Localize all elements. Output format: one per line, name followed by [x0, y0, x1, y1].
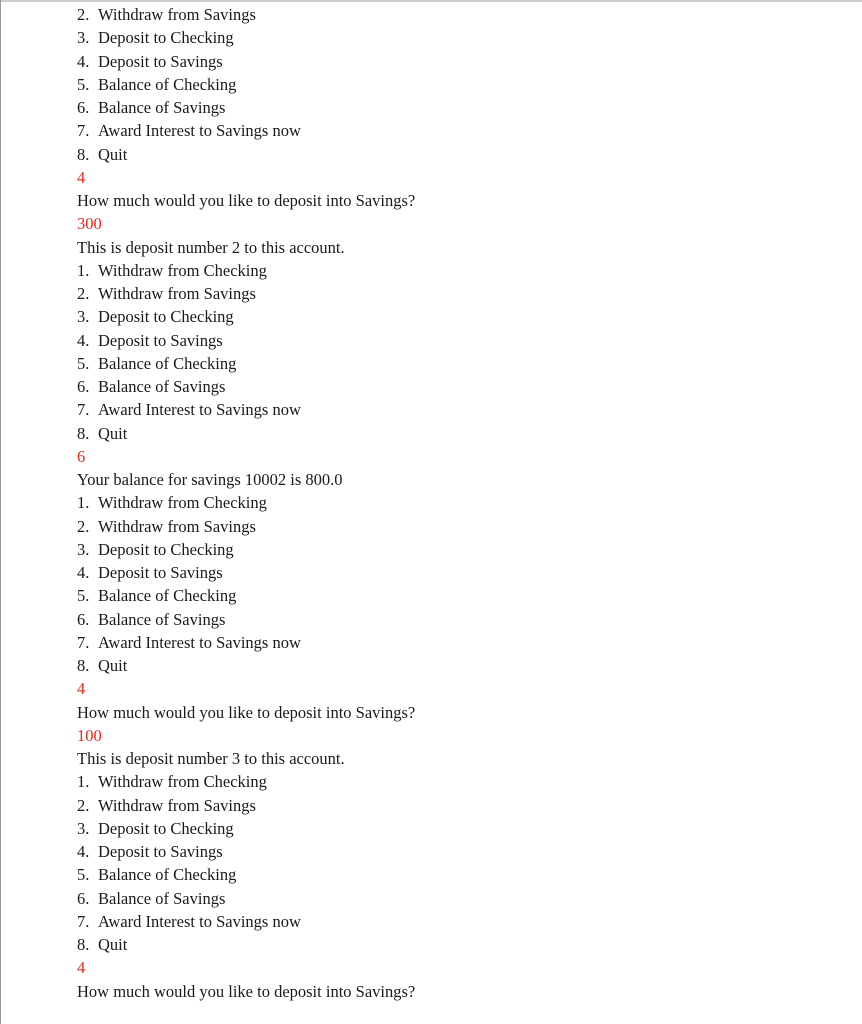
menu-option-line	[77, 352, 837, 375]
menu-option-number: 5.	[77, 865, 90, 885]
menu-option-line	[77, 96, 837, 119]
menu-option-label: Quit	[98, 656, 128, 675]
menu-option-label: Quit	[98, 144, 128, 164]
menu-option-line	[77, 933, 837, 956]
menu-option-line	[77, 143, 837, 166]
menu-option-number: 8.	[77, 935, 90, 954]
menu-option-label: Deposit to Checking	[98, 818, 234, 838]
menu-option-line	[77, 305, 837, 328]
menu-option-number: 6.	[77, 609, 90, 629]
menu-option-line	[77, 887, 837, 910]
menu-option-line	[77, 375, 837, 398]
menu-option-label: Deposit to Checking	[98, 28, 234, 48]
menu-option-line	[77, 794, 837, 817]
menu-option-label: Balance of Checking	[98, 865, 237, 885]
menu-option-line	[77, 282, 837, 305]
menu-option-number: 8.	[77, 423, 90, 443]
menu-option-line	[77, 817, 837, 840]
program-output-line: Your balance for savings 10002 is 800.0	[77, 470, 343, 489]
menu-option-line	[77, 3, 837, 26]
program-output-line: This is deposit number 2 to this account.	[77, 237, 345, 257]
menu-option-number: 5.	[77, 586, 90, 606]
menu-option-line	[77, 561, 837, 584]
menu-option-label: Balance of Checking	[98, 353, 237, 373]
menu-option-line	[77, 538, 837, 561]
page-top-border	[0, 0, 862, 2]
menu-option-number: 6.	[77, 377, 90, 396]
menu-option-number: 7.	[77, 121, 90, 141]
menu-option-line	[77, 654, 837, 677]
menu-option-line	[77, 26, 837, 49]
menu-option-label: Deposit to Checking	[98, 307, 234, 327]
user-input-line: 4	[77, 167, 86, 187]
menu-option-label: Deposit to Savings	[98, 563, 223, 582]
page-left-border	[0, 0, 1, 1024]
user-input-line: 6	[77, 446, 86, 466]
menu-option-number: 1.	[77, 772, 90, 792]
menu-option-line	[77, 259, 837, 282]
program-output-line: This is deposit number 3 to this account.	[77, 749, 345, 768]
menu-option-line	[77, 329, 837, 352]
menu-option-label: Withdraw from Checking	[98, 260, 267, 280]
menu-option-label: Award Interest to Savings now	[98, 121, 301, 141]
program-output-line: How much would you like to deposit into Savings?	[77, 702, 416, 722]
menu-option-label: Award Interest to Savings now	[98, 400, 301, 420]
menu-option-number: 3.	[77, 307, 90, 327]
menu-option-line	[77, 863, 837, 886]
menu-option-label: Award Interest to Savings now	[98, 632, 301, 652]
menu-option-number: 8.	[77, 656, 90, 675]
menu-option-line	[77, 608, 837, 631]
menu-option-line	[77, 631, 837, 654]
menu-option-label: Deposit to Checking	[98, 539, 234, 559]
user-input-line: 300	[77, 214, 102, 234]
menu-option-line	[77, 584, 837, 607]
menu-option-label: Deposit to Savings	[98, 842, 223, 861]
menu-option-label: Balance of Savings	[98, 98, 226, 117]
user-input-line: 4	[77, 679, 86, 699]
menu-option-number: 2.	[77, 795, 90, 815]
menu-option-line	[77, 840, 837, 863]
menu-option-label: Quit	[98, 423, 128, 443]
menu-option-number: 2.	[77, 516, 90, 536]
console-transcript	[77, 3, 837, 1003]
menu-option-number: 3.	[77, 818, 90, 838]
menu-option-line	[77, 910, 837, 933]
menu-option-number: 4.	[77, 330, 90, 350]
menu-option-number: 4.	[77, 51, 90, 71]
menu-option-label: Quit	[98, 935, 128, 954]
menu-option-label: Withdraw from Savings	[98, 516, 256, 536]
menu-option-label: Award Interest to Savings now	[98, 911, 301, 931]
menu-option-number: 6.	[77, 888, 90, 908]
menu-option-line	[77, 770, 837, 793]
menu-option-number: 5.	[77, 353, 90, 373]
menu-option-label: Deposit to Savings	[98, 330, 223, 350]
menu-option-label: Withdraw from Checking	[98, 493, 267, 513]
menu-option-label: Deposit to Savings	[98, 51, 223, 71]
menu-option-number: 4.	[77, 842, 90, 861]
menu-option-label: Withdraw from Savings	[98, 5, 256, 24]
program-output-line: How much would you like to deposit into Savings?	[77, 981, 416, 1001]
menu-option-number: 8.	[77, 144, 90, 164]
menu-option-number: 6.	[77, 98, 90, 117]
menu-option-number: 2.	[77, 284, 90, 303]
menu-option-label: Withdraw from Savings	[98, 795, 256, 815]
menu-option-number: 4.	[77, 563, 90, 582]
menu-option-line	[77, 119, 837, 142]
menu-option-number: 2.	[77, 5, 90, 24]
menu-option-line	[77, 73, 837, 96]
menu-option-line	[77, 515, 837, 538]
menu-option-label: Balance of Savings	[98, 888, 226, 908]
menu-option-number: 7.	[77, 632, 90, 652]
menu-option-line	[77, 50, 837, 73]
menu-option-label: Withdraw from Checking	[98, 772, 267, 792]
menu-option-label: Withdraw from Savings	[98, 284, 256, 303]
menu-option-number: 7.	[77, 400, 90, 420]
menu-option-line	[77, 398, 837, 421]
menu-option-number: 7.	[77, 911, 90, 931]
menu-option-number: 1.	[77, 493, 90, 513]
menu-option-number: 3.	[77, 28, 90, 48]
menu-option-label: Balance of Savings	[98, 609, 226, 629]
menu-option-label: Balance of Savings	[98, 377, 226, 396]
menu-option-number: 5.	[77, 74, 90, 94]
menu-option-number: 1.	[77, 260, 90, 280]
menu-option-number: 3.	[77, 539, 90, 559]
user-input-line: 4	[77, 958, 86, 978]
menu-option-line	[77, 422, 837, 445]
program-output-line: How much would you like to deposit into Savings?	[77, 191, 416, 210]
menu-option-label: Balance of Checking	[98, 586, 237, 606]
menu-option-line	[77, 491, 837, 514]
menu-option-label: Balance of Checking	[98, 74, 237, 94]
user-input-line: 100	[77, 725, 102, 745]
